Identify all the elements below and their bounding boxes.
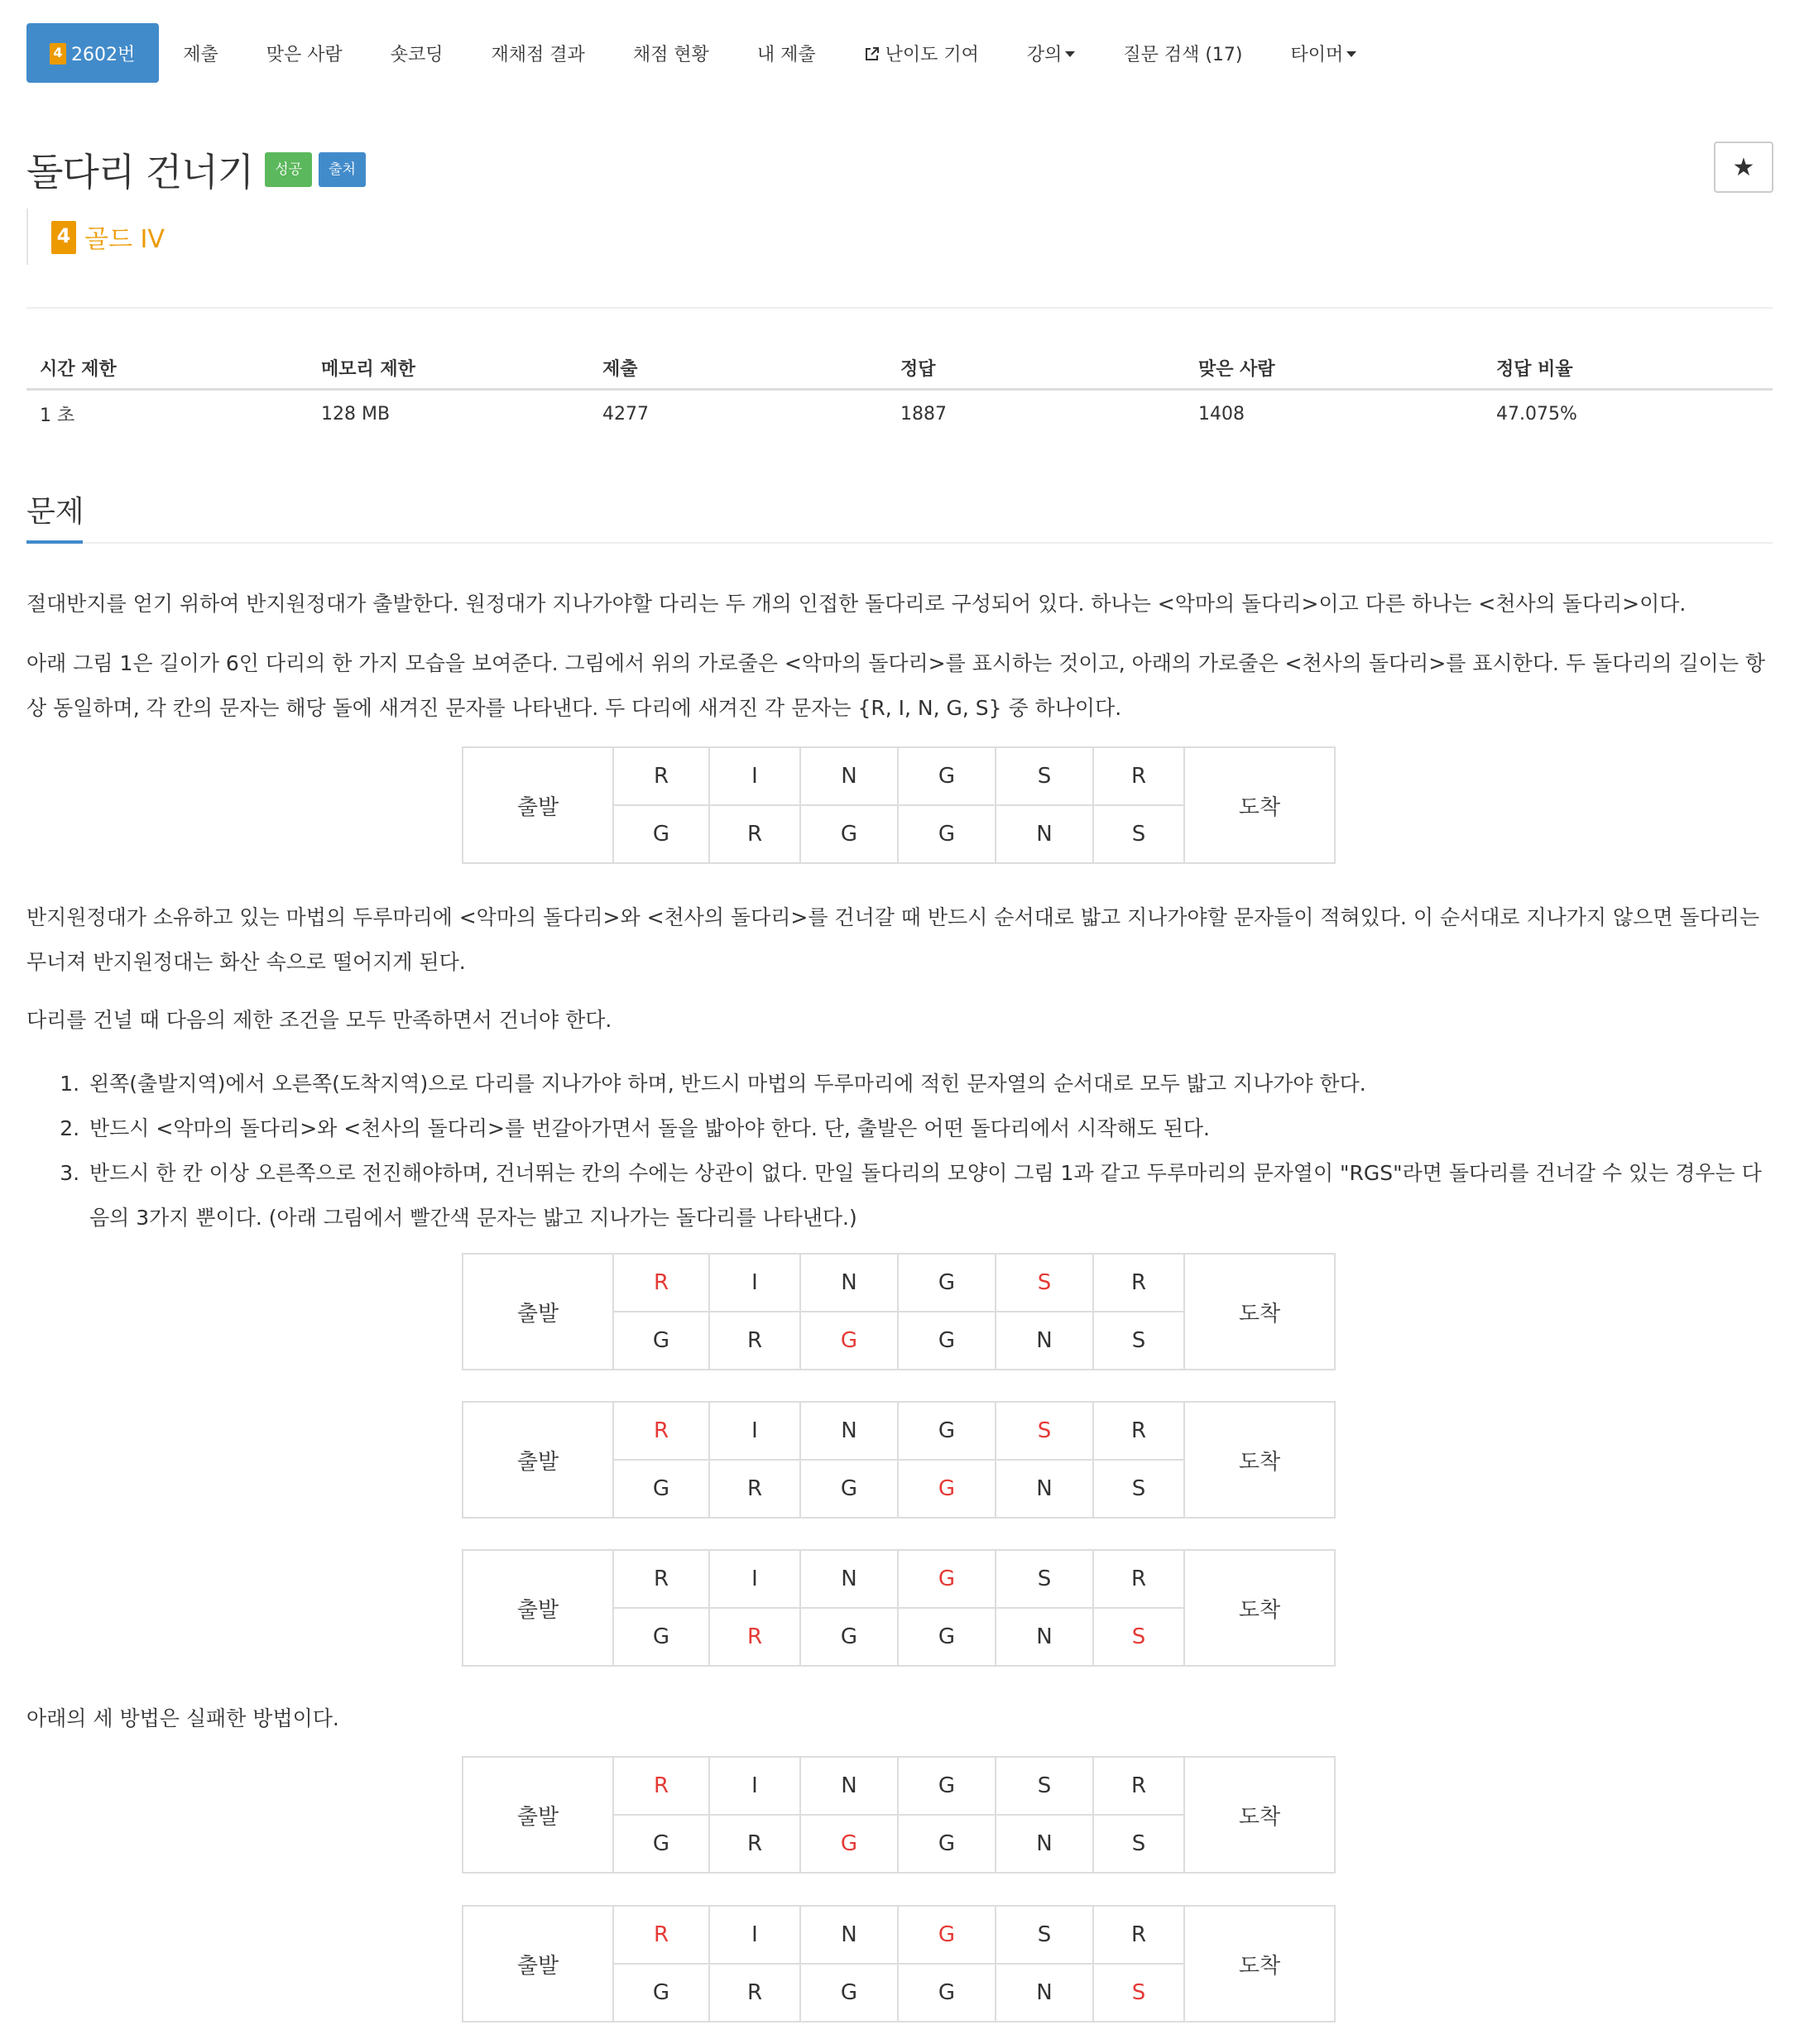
bridge-cell: N — [996, 805, 1093, 863]
bridge-cell: G — [898, 1815, 996, 1873]
bridge-cell: N — [800, 1402, 898, 1460]
star-icon: ★ — [1732, 152, 1755, 182]
problem-paragraph-1: 절대반지를 얻기 위하여 반지원정대가 출발한다. 원정대가 지나가야할 다리는 두 개의 인접한 돌다리로 구성되어 있다. 하나는 <악마의 돌다리>이고 다른 하나는 <천사의 돌다리>이다. — [26, 592, 1687, 616]
problem-paragraph-3: 반지원정대가 소유하고 있는 마법의 두루마리에 <악마의 돌다리>와 <천사의 돌다리>를 건너갈 때 반드시 순서대로 밟고 지나가야할 문자들이 적혀있다. 이 순서대로 지나가지 않으면 돌다리는 무너져 반지원정대는 화산 속으로 떨어지게 된다. — [26, 905, 1760, 974]
bridge-cell: S — [996, 1757, 1093, 1815]
bridge-cell: G — [613, 1460, 709, 1518]
bridge-cell-stepped: R — [709, 1608, 800, 1666]
bridge-cell-stepped: R — [613, 1757, 709, 1815]
submissions-value: 4277 — [602, 404, 649, 425]
memory-limit-value: 128 MB — [321, 404, 391, 425]
section-title: 문제 — [26, 495, 84, 529]
bridge-cell: N — [996, 1964, 1093, 2022]
bridge-cell: G — [800, 1608, 898, 1666]
bridge-cell: S — [996, 1550, 1093, 1608]
start-cell: 출발 — [463, 1550, 613, 1666]
bridge-cell: R — [613, 747, 709, 805]
bridge-cell: R — [1093, 747, 1184, 805]
bridge-cell: G — [898, 1608, 996, 1666]
nav-accepted-users[interactable]: 맞은 사람 — [266, 44, 343, 65]
nav-rejudge-results[interactable]: 재채점 결과 — [491, 44, 585, 65]
divider — [26, 307, 1773, 309]
bridge-cell: N — [800, 1906, 898, 1964]
bridge-cell: G — [613, 1608, 709, 1666]
start-cell: 출발 — [463, 747, 613, 863]
bridge-cell-stepped: S — [996, 1402, 1093, 1460]
favorite-star-button[interactable] — [1714, 142, 1773, 193]
problem-nav — [26, 23, 1380, 83]
bridge-cell: G — [613, 1815, 709, 1873]
bridge-cell: N — [800, 1757, 898, 1815]
problem-paragraph-2: 아래 그림 1은 길이가 6인 다리의 한 가지 모습을 보여준다. 그림에서 위의 가로줄은 <악마의 돌다리>를 표시하는 것이고, 아래의 가로줄은 <천사의 돌다리>를 표시한다. 두 돌다리의 길이는 항상 동일하며, 각 칸의 문자는 해당 돌에 새겨진 문자를 나타낸다. 두 다리에 새겨진 각 문자는 {R, I, N, G, S} 중 하나이다. — [26, 651, 1766, 720]
bridge-cell: G — [898, 1254, 996, 1312]
header-time-limit: 시간 제한 — [26, 348, 308, 389]
nav-label: 강의 — [1026, 44, 1063, 65]
bridge-cell: N — [996, 1460, 1093, 1518]
start-cell: 출발 — [463, 1906, 613, 2022]
bridge-cell: I — [709, 1402, 800, 1460]
tier-text[interactable]: 골드 IV — [84, 225, 165, 254]
bridge-cell-stepped: G — [898, 1906, 996, 1964]
success-badge: 성공 — [265, 152, 312, 187]
header-submissions: 제출 — [589, 348, 887, 389]
bridge-cell: R — [709, 1460, 800, 1518]
bridge-cell-stepped: G — [898, 1550, 996, 1608]
bridge-cell: S — [996, 1906, 1093, 1964]
bridge-cell: N — [800, 747, 898, 805]
nav-problem-number[interactable] — [26, 23, 159, 83]
bridge-cell: G — [800, 1460, 898, 1518]
bridge-cell: G — [613, 1964, 709, 2022]
header-memory-limit: 메모리 제한 — [308, 348, 589, 389]
end-cell: 도착 — [1184, 1550, 1335, 1666]
bridge-cell: I — [709, 1906, 800, 1964]
bridge-table-success-3 — [462, 1549, 1336, 1667]
bridge-cell: R — [709, 1312, 800, 1370]
bridge-cell: R — [1093, 1550, 1184, 1608]
bridge-cell: N — [800, 1550, 898, 1608]
bridge-table-fail-1 — [462, 1756, 1336, 1874]
nav-label: 2602번 — [71, 44, 136, 65]
nav-my-submissions[interactable]: 내 제출 — [756, 44, 816, 65]
bridge-cell: R — [613, 1550, 709, 1608]
header-accept-rate: 정답 비율 — [1483, 348, 1773, 389]
nav-label: 타이머 — [1290, 44, 1344, 65]
bridge-cell: I — [709, 1254, 800, 1312]
nav-label: 난이도 기여 — [885, 44, 979, 65]
bridge-cell: G — [898, 1757, 996, 1815]
start-cell: 출발 — [463, 1402, 613, 1518]
start-cell: 출발 — [463, 1254, 613, 1370]
section-divider — [26, 542, 1773, 544]
bridge-cell-stepped: R — [613, 1254, 709, 1312]
tier-gold-icon: 4 — [50, 43, 66, 65]
bridge-cell-stepped: S — [1093, 1964, 1184, 2022]
page-title: 돌다리 건너기 — [26, 150, 254, 194]
bridge-cell: G — [898, 747, 996, 805]
nav-submit[interactable]: 제출 — [183, 44, 218, 65]
bridge-cell: R — [709, 1815, 800, 1873]
bridge-cell: S — [1093, 805, 1184, 863]
bridge-cell: G — [613, 1312, 709, 1370]
bridge-cell: I — [709, 1757, 800, 1815]
table-row — [26, 389, 1773, 439]
bridge-cell: R — [1093, 1254, 1184, 1312]
bridge-cell: I — [709, 1550, 800, 1608]
bridge-cell: G — [898, 1964, 996, 2022]
bridge-table-success-2 — [462, 1401, 1336, 1519]
list-item: 2. 반드시 <악마의 돌다리>와 <천사의 돌다리>를 번갈아가면서 돌을 밟아야 한다. 단, 출발은 어떤 돌다리에서 시작해도 된다. — [86, 1106, 1781, 1151]
bridge-cell-stepped: R — [613, 1402, 709, 1460]
bridge-table-figure-1 — [462, 746, 1336, 864]
bridge-cell: R — [709, 805, 800, 863]
bridge-cell-stepped: G — [800, 1312, 898, 1370]
bridge-cell: R — [1093, 1757, 1184, 1815]
nav-lectures-dropdown[interactable] — [1003, 23, 1100, 83]
bridge-cell: N — [996, 1815, 1093, 1873]
bridge-cell-stepped: S — [996, 1254, 1093, 1312]
tier-gold-icon: 4 — [51, 221, 76, 254]
external-link-icon — [864, 46, 881, 62]
bridge-cell: S — [1093, 1460, 1184, 1518]
bridge-cell: S — [1093, 1312, 1184, 1370]
caret-down-icon — [1346, 51, 1356, 57]
bridge-cell-stepped: S — [1093, 1608, 1184, 1666]
list-item: 3. 반드시 한 칸 이상 오른쪽으로 전진해야하며, 건너뛰는 칸의 수에는 상관이 없다. 만일 돌다리의 모양이 그림 1과 같고 두루마리의 문자열이 "RGS"라면 돌다리를 건너갈 수 있는 경우는 다음의 3가지 뿐이다. (아래 그림에서 빨간색 문자는 밟고 지나가는 돌다리를 나타낸다.) — [86, 1151, 1781, 1240]
accept-rate-value: 47.075% — [1496, 404, 1577, 425]
accepted-value: 1887 — [900, 404, 947, 425]
bridge-cell: R — [1093, 1906, 1184, 1964]
end-cell: 도착 — [1184, 1254, 1335, 1370]
bridge-cell-stepped: G — [898, 1460, 996, 1518]
bridge-cell: G — [800, 1964, 898, 2022]
problem-tier — [26, 209, 165, 265]
list-item: 1. 왼쪽(출발지역)에서 오른쪽(도착지역)으로 다리를 지나가야 하며, 반드시 마법의 두루마리에 적힌 문자열의 순서대로 모두 밟고 지나가야 한다. — [86, 1062, 1781, 1106]
time-limit-value: 1 초 — [40, 405, 75, 427]
section-underline — [26, 540, 83, 544]
nav-status[interactable]: 채점 현황 — [632, 44, 709, 65]
nav-timer-dropdown[interactable] — [1267, 23, 1381, 83]
bridge-cell: N — [996, 1312, 1093, 1370]
bridge-cell: N — [800, 1254, 898, 1312]
accepted-users-value: 1408 — [1198, 404, 1245, 425]
title-row — [26, 141, 366, 199]
caret-down-icon — [1065, 51, 1075, 57]
bridge-cell-stepped: G — [800, 1815, 898, 1873]
end-cell: 도착 — [1184, 1906, 1335, 2022]
bridge-cell-stepped: R — [613, 1906, 709, 1964]
problem-paragraph-5: 아래의 세 방법은 실패한 방법이다. — [26, 1706, 339, 1730]
bridge-cell: G — [898, 1402, 996, 1460]
bridge-cell: G — [800, 805, 898, 863]
bridge-cell: N — [996, 1608, 1093, 1666]
bridge-cell: G — [613, 805, 709, 863]
end-cell: 도착 — [1184, 747, 1335, 863]
bridge-table-success-1 — [462, 1253, 1336, 1370]
rules-list — [60, 1062, 1781, 1240]
nav-question-search[interactable]: 질문 검색 (17) — [1123, 44, 1243, 65]
bridge-cell: G — [898, 805, 996, 863]
bridge-cell: I — [709, 747, 800, 805]
header-accepted-users: 맞은 사람 — [1185, 348, 1483, 389]
nav-short-coding[interactable]: 숏코딩 — [390, 44, 444, 65]
end-cell: 도착 — [1184, 1757, 1335, 1873]
header-accepted: 정답 — [887, 348, 1185, 389]
bridge-cell: S — [1093, 1815, 1184, 1873]
bridge-cell: G — [898, 1312, 996, 1370]
nav-difficulty-contribution[interactable] — [840, 23, 1003, 83]
bridge-table-fail-2 — [462, 1905, 1336, 2022]
start-cell: 출발 — [463, 1757, 613, 1873]
problem-info-table — [26, 348, 1773, 439]
bridge-cell: S — [996, 747, 1093, 805]
table-header-row — [26, 348, 1773, 389]
bridge-cell: R — [709, 1964, 800, 2022]
end-cell: 도착 — [1184, 1402, 1335, 1518]
problem-paragraph-4: 다리를 건널 때 다음의 제한 조건을 모두 만족하면서 건너야 한다. — [26, 1008, 612, 1032]
source-badge[interactable]: 출처 — [319, 152, 366, 187]
bridge-cell: R — [1093, 1402, 1184, 1460]
